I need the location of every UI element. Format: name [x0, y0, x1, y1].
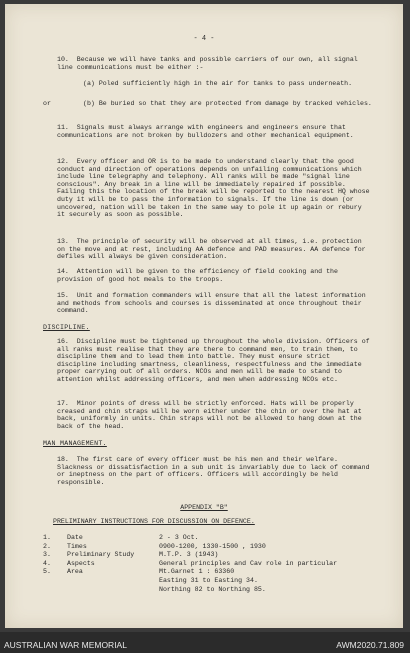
paragraph-13 — [57, 238, 373, 261]
subitem-a: (a) Poled sufficiently high in the air for tanks to pass underneath. — [83, 80, 353, 87]
paragraph-text: Unit and formation commanders will ensure that all the latest information and methods from schools and courses is disseminated at once throughout their command. — [57, 292, 366, 315]
document-page — [5, 4, 403, 628]
paragraph-12 — [57, 158, 373, 219]
appendix-row-number: 1. — [43, 534, 51, 541]
paragraph-number: 14. — [57, 268, 69, 275]
paragraph-16 — [57, 338, 373, 384]
paragraph-text: Discipline must be tightened up throughout the whole division. Officers of all ranks must realise that they are there to command men, to train them, to discipline them and to lead them into battle. They must ensure strict discipline including smartness, cleanliness, respectfulness and the immediate proper carrying out of all orders. NCOs and men will be made to stand to attention whilst addressing officers, and men when addressing NCOs etc. — [57, 338, 370, 383]
appendix-row-key: Date — [67, 534, 83, 541]
appendix-row-key: Area — [67, 568, 83, 576]
paragraph-number: 10. — [57, 56, 69, 63]
section-heading-man-management: MAN MANAGEMENT. — [43, 440, 107, 447]
footer-accession-number: AWM2020.71.809 — [336, 640, 404, 650]
subitem-b: (b) Be buried so that they are protected from damage by tracked vehicles. — [83, 100, 372, 107]
appendix-row-number: 4. — [43, 559, 51, 567]
appendix-heading: APPENDIX "B" — [180, 504, 228, 511]
appendix-row-value: Easting 31 to Easting 34. — [159, 577, 258, 584]
appendix-row-key: Aspects — [67, 559, 95, 567]
paragraph-17 — [57, 400, 373, 430]
page-number: - 4 - — [193, 35, 215, 43]
paragraph-number: 16. — [57, 338, 69, 345]
paragraph-15 — [57, 292, 373, 315]
footer-institution: AUSTRALIAN WAR MEMORIAL — [4, 640, 127, 650]
paragraph-number: 15. — [57, 292, 69, 299]
paragraph-text: Every officer and OR is to be made to understand clearly that the good conduct and direction of operations depends on unfailing communications which include line telegraphy and telephony. All ranks will be made "signal line conscious". Any break in a line will be immediately repaired if possible. Failing this the location of the break will be reported to the nearest HQ whose duty it will be to pass the information to signals. If the line is down (or uncovered, nation will be taken in the same way to pole it up again or rebury it securely as soon as possible. — [57, 158, 370, 219]
paragraph-text: The first care of every officer must be his men and their welfare. Slackness or dissatisfaction in a sub unit is invariably due to lack of command or ineptness on the part of officers. Officers will accordingly be held responsible. — [57, 456, 370, 486]
paragraph-number: 17. — [57, 400, 69, 407]
paragraph-text: Because we will have tanks and possible carriers of our own, all signal line communications must be either :- — [57, 56, 358, 71]
footer-bar — [0, 636, 410, 653]
appendix-row-value: M.T.P. 3 (1943) — [159, 551, 219, 559]
paragraph-14 — [57, 268, 373, 283]
appendix-row-value: Mt.Garnet 1 : 63360 — [159, 568, 235, 576]
appendix-row-value: Northing 82 to Northing 85. — [159, 585, 266, 593]
paragraph-number: 12. — [57, 158, 69, 165]
paragraph-text: Signals must always arrange with engineers and engineers ensure that communications are not broken by bulldozers and other mechanical equipment. — [57, 124, 354, 139]
appendix-row-value: 2 - 3 Oct. — [159, 534, 199, 541]
paragraph-number: 18. — [57, 456, 69, 463]
appendix-row-value: 0900-1200, 1330-1500 , 1930 — [159, 542, 266, 550]
paragraph-text: Minor points of dress will be strictly enforced. Hats will be properly creased and chin straps will be worn either under the chin or over the hat at back, uniformly in units. Chin straps will not be allowed to hang down at the back of the head. — [57, 400, 362, 430]
or-label: or — [43, 100, 51, 107]
paragraph-number: 13. — [57, 238, 69, 245]
appendix-row-key: Times — [67, 542, 87, 550]
paragraph-18 — [57, 456, 373, 486]
appendix-row-number: 3. — [43, 551, 51, 559]
paragraph-11 — [57, 124, 373, 139]
section-heading-discipline: DISCIPLINE. — [43, 324, 90, 331]
appendix-row-key: Preliminary Study — [67, 551, 135, 559]
paragraph-text: Attention will be given to the efficiency of field cooking and the provision of good hot meals to the troops. — [57, 268, 338, 283]
paragraph-10 — [57, 56, 373, 71]
paragraph-number: 11. — [57, 124, 69, 131]
appendix-row-number: 5. — [43, 568, 51, 576]
paragraph-text: The principle of security will be observed at all times, i.e. protection on the move and at rest, including AA defence and PAD measures. AA defence for defiles will always be given consideration. — [57, 238, 366, 261]
appendix-row-number: 2. — [43, 542, 51, 550]
appendix-title: PRELIMINARY INSTRUCTIONS FOR DISCUSSION ON DEFENCE. — [53, 518, 255, 525]
appendix-row-value: General principles and Cav role in particular — [159, 559, 338, 567]
